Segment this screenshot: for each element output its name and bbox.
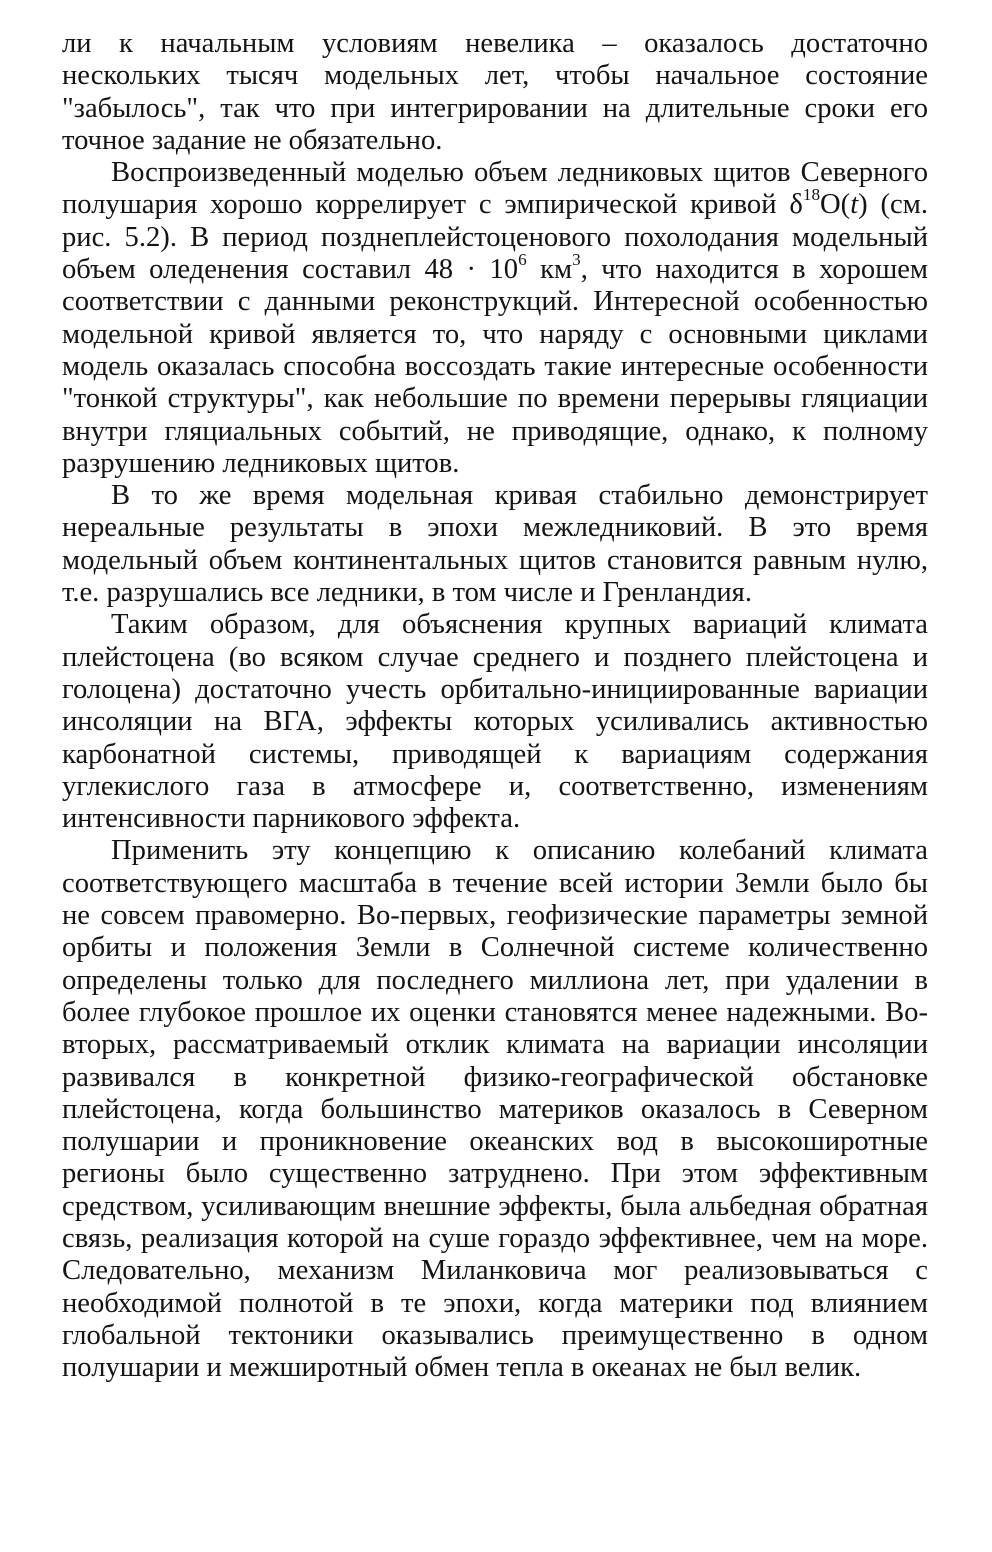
paragraph-5: Применить эту концепцию к описанию колебаний климата соответствующего масштаба в течение всей истории Земли было бы не совсем правомерно. Во-первых, геофизические параметры земной орбиты и положения Земли в Солнечной системе количественно определены только для последнего миллиона лет, при удалении в более глубокое прошлое их оценки становятся менее надежными. Во-вторых, рассматриваемый отклик климата на вариации инсоляции развивался в конкретной физико-географической обстановке плейстоцена, когда большинство материков оказалось в Северном полушарии и проникновение океанских вод в высокоширотные регионы было существенно затруднено. При этом эффективным средством, усиливающим внешние эффекты, была альбедная обратная связь, реализация которой на суше гораздо эффективнее, чем на море. Следовательно, механизм Миланковича мог реализовываться с необходимой полнотой в те эпохи, когда материки под влиянием глобальной тектоники оказывались преимущественно в одном полушарии и межширотный обмен тепла в океанах не был велик. <box>62 835 928 1384</box>
time-variable: t <box>850 189 859 221</box>
paragraph-1: ли к начальным условиям невелика – оказалось достаточно нескольких тысяч модельных лет, чтобы начальное состояние "забылось", так что при интегрировании на длительные сроки его точное задание не обязательно. <box>62 28 928 156</box>
cubic-exponent: 3 <box>572 250 581 270</box>
paragraph-2-text-d: км <box>526 254 573 286</box>
page-body <box>62 28 928 1384</box>
paragraph-3: В то же время модельная кривая стабильно демонстрирует нереальные результаты в эпохи межледниковий. В это время модельный объем континентальных щитов становится равным нулю, т.е. разрушались все ледники, в том числе и Гренландия. <box>62 480 928 609</box>
paragraph-2-text-a: Воспроизведенный моделью объем ледниковых щитов Северного полушария хорошо коррелирует с эмпирической кривой δ <box>62 157 928 221</box>
paragraph-2-text-b: O( <box>820 189 851 221</box>
paragraph-4: Таким образом, для объяснения крупных вариаций климата плейстоцена (во всяком случае среднего и позднего плейстоцена и голоцена) достаточно учесть орбитально-инициированные вариации инсоляции на ВГА, эффекты которых усиливались активностью карбонатной системы, приводящей к вариациям содержания углекислого газа в атмосфере и, соответственно, изменениям интенсивности парникового эффекта. <box>62 609 928 835</box>
paragraph-2 <box>62 157 928 480</box>
paragraph-2-text-c: ) (см. рис. 5.2). В период позднеплейстоценового похолодания модельный объем оледенения составил 48 · 10 <box>62 189 928 286</box>
paragraph-2-text-e: , что находится в хорошем соответствии с данными реконструкций. Интересной особенностью модельной кривой является то, что наряду с основными циклами модель оказалась способна воссоздать такие интересные особенности "тонкой структуры", как небольшие по времени перерывы гляциации внутри гляциальных событий, не приводящие, однако, к полному разрушению ледниковых щитов. <box>62 254 928 479</box>
isotope-mass-number: 18 <box>802 185 821 205</box>
power-of-ten-exponent: 6 <box>518 250 527 270</box>
